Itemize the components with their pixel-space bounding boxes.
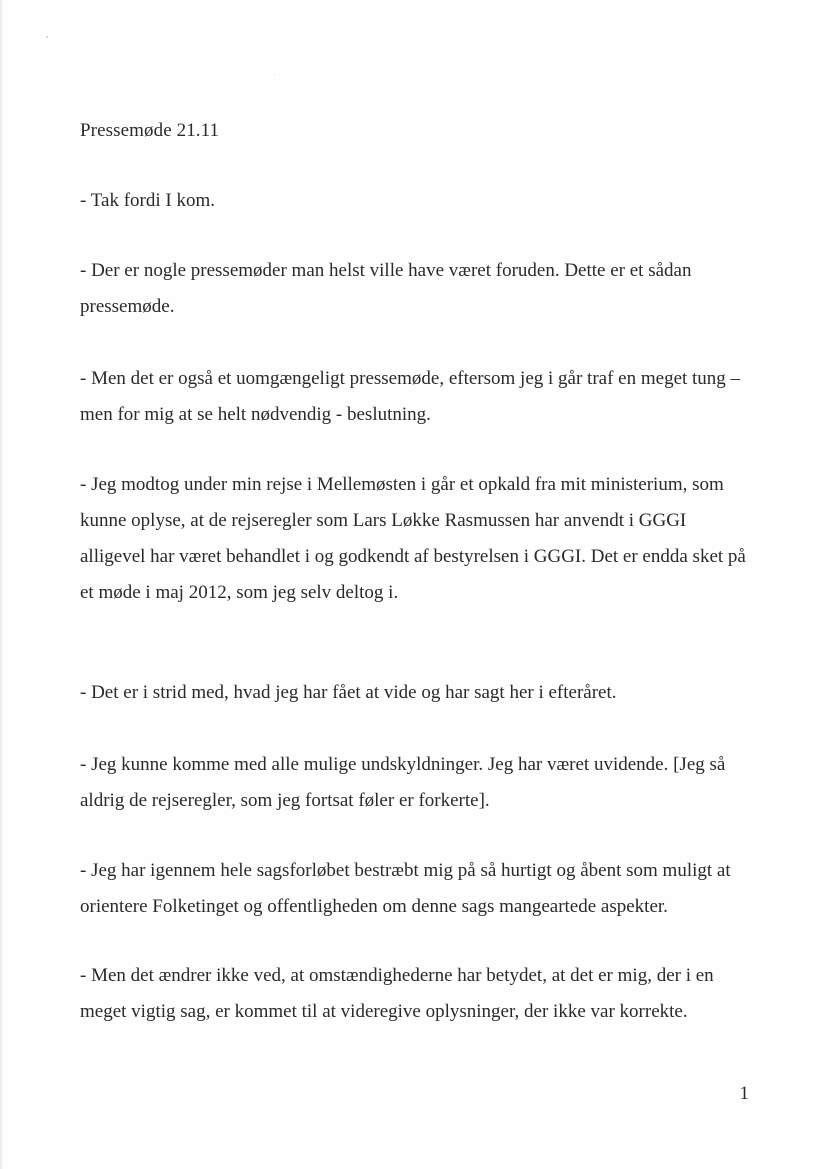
paragraph-2: - Der er nogle pressemøder man helst ville have været foruden. Dette er et sådan pressemøde.	[80, 260, 692, 317]
paragraph-6: - Jeg kunne komme med alle mulige undskyldninger. Jeg har været uvidende. [Jeg så aldrig de rejseregler, som jeg fortsat føler er forkerte].	[80, 754, 726, 811]
paragraph-1: - Tak fordi I kom.	[80, 190, 215, 211]
paragraph-3: - Men det er også et uomgængeligt pressemøde, eftersom jeg i går traf en meget tung – men for mig at se helt nødvendig - beslutning.	[80, 368, 741, 425]
paragraph-7: - Jeg har igennem hele sagsforløbet bestræbt mig på så hurtigt og åbent som muligt at orientere Folketinget og offentligheden om denne sags mangeartede aspekter.	[80, 860, 731, 917]
paragraph-5: - Det er i strid med, hvad jeg har fået at vide og har sagt her i efteråret.	[80, 682, 617, 703]
page-number: 1	[739, 1083, 749, 1104]
paragraph-4: - Jeg modtog under min rejse i Mellemøsten i går et opkald fra mit ministerium, som kunne oplyse, at de rejseregler som Lars Løkke Rasmussen har anvendt i GGGI alligevel har været behandlet i og godkendt af bestyrelsen i GGGI. Det er endda sket på et møde i maj 2012, som jeg selv deltog i.	[80, 474, 746, 603]
document-title: Pressemøde 21.11	[80, 120, 220, 141]
scan-speck	[274, 74, 275, 75]
scan-speck	[46, 36, 48, 38]
scan-edge-shadow	[0, 0, 3, 1169]
paragraph-8: - Men det ændrer ikke ved, at omstændighederne har betydet, at det er mig, der i en meget vigtig sag, er kommet til at videregive oplysninger, der ikke var korrekte.	[80, 965, 714, 1022]
